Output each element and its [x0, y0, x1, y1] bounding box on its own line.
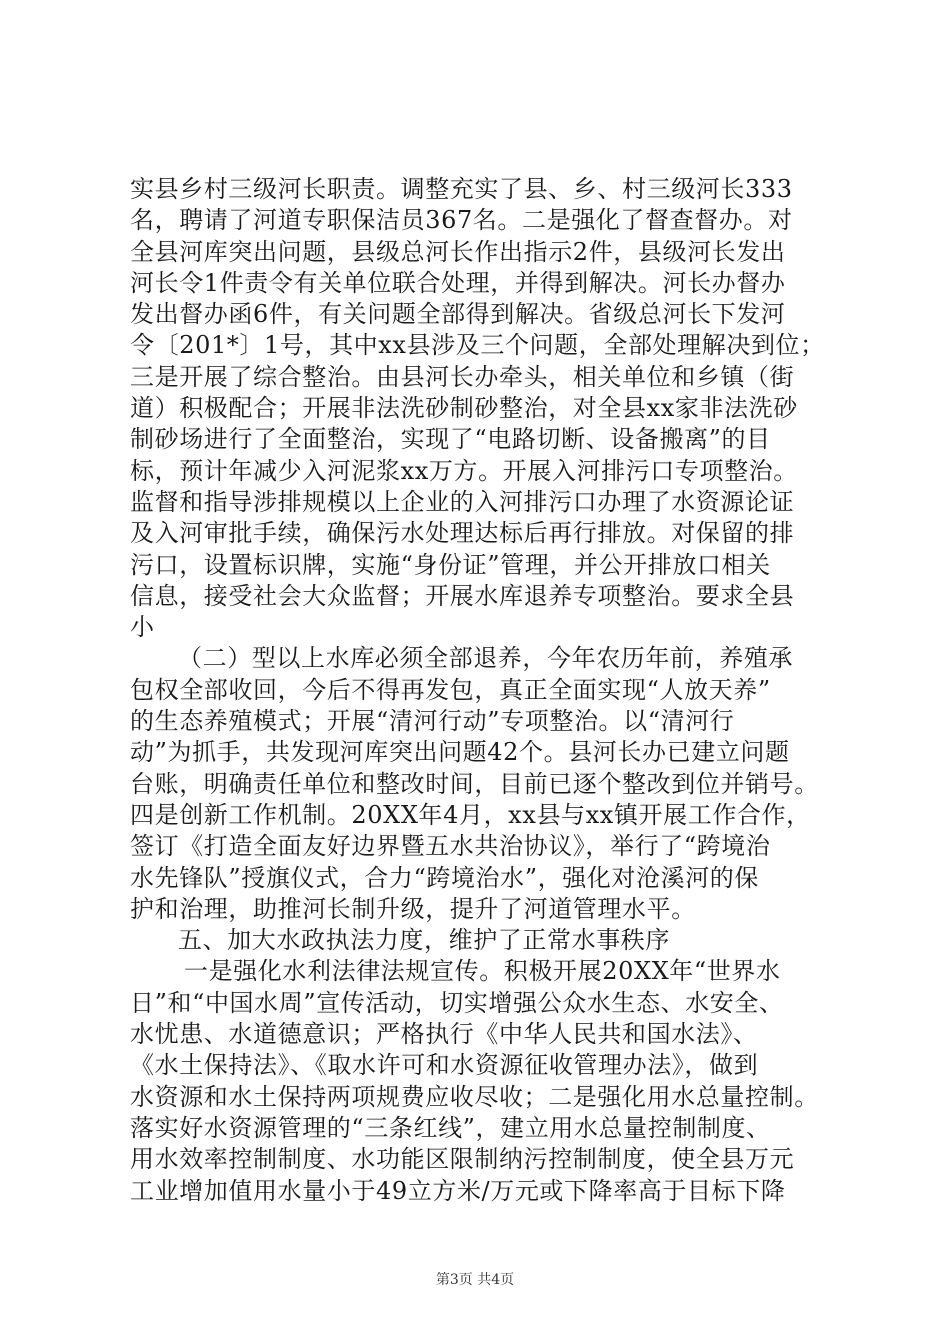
text-line: 名，聘请了河道专职保洁员367名。二是强化了督查督办。对 [130, 206, 793, 235]
text-line: 发出督办函6件，有关问题全部得到解决。省级总河长下发河 [130, 300, 786, 329]
text-line: 水资源和水土保持两项规费应收尽收；二是强化用水总量控制。 [130, 1082, 819, 1111]
text-line: 用水效率控制制度、水功能区限制纳污控制制度，使全县万元 [130, 1145, 795, 1174]
text-line: 三是开展了综合整治。由县河长办牵头，相关单位和乡镇（街 [130, 362, 795, 391]
text-line: 护和治理，助推河长制升级，提升了河道管理水平。 [130, 894, 696, 923]
text-line: 的生态养殖模式；开展“清河行动”专项整治。以“清河行 [130, 707, 735, 736]
text-line: 实县乡村三级河长职责。调整充实了县、乡、村三级河长333 [130, 175, 793, 203]
text-line: 台账，明确责任单位和整改时间，目前已逐个整改到位并销号。 [130, 769, 819, 798]
section-heading: 五、加大水政执法力度，维护了正常水事秩序 [178, 926, 670, 955]
page-footer [0, 1270, 950, 1290]
text-line: 水先锋队”授旗仪式，合力“跨境治水”，强化对沧溪河的保 [130, 863, 760, 892]
text-line: （二）型以上水库必须全部退养，今年农历年前，养殖承 [178, 644, 793, 673]
page-number: 第3页 共4页 [435, 1272, 515, 1288]
text-line: 标，预计年减少入河泥浆xx万方。开展入河排污口专项整治。 [130, 456, 798, 485]
text-line: 水忧患、水道德意识；严格执行《中华人民共和国水法》、 [130, 1020, 758, 1049]
text-line: 签订《打造全面友好边界暨五水共治协议》，举行了“跨境治 [130, 832, 771, 861]
text-line: 监督和指导涉排规模以上企业的入河排污口办理了水资源论证 [130, 487, 795, 516]
text-line: 全县河库突出问题，县级总河长作出指示2件，县级河长发出 [130, 237, 786, 266]
text-line: 小 [130, 613, 155, 642]
text-line: 动”为抓手，共发现河库突出问题42个。县河长办已建立问题 [130, 738, 790, 767]
text-line: 污口，设置标识牌，实施“身份证”管理，并公开排放口相关 [130, 550, 771, 579]
document-body [130, 174, 830, 1207]
text-line: 河长令1件责令有关单位联合处理，并得到解决。河长办督办 [130, 268, 786, 297]
text-line: 包权全部收回，今后不得再发包，真正全面实现“人放天养” [130, 675, 771, 704]
text-line: 四是创新工作机制。20XX年4月，xx县与xx镇开展工作合作， [130, 800, 811, 829]
text-line: 工业增加值用水量小于49立方米/万元或下降率高于目标下降 [130, 1176, 786, 1205]
text-line: 《水土保持法》、《取水许可和水资源征收管理办法》，做到 [130, 1051, 759, 1080]
text-line: 令〔201*〕1号，其中xx县涉及三个问题，全部处理解决到位； [130, 331, 825, 360]
text-line: 道）积极配合；开展非法洗砂制砂整治，对全县xx家非法洗砂 [130, 394, 798, 423]
text-line: 日”和“中国水周”宣传活动，切实增强公众水生态、水安全、 [130, 988, 784, 1017]
text-line: 及入河审批手续，确保污水处理达标后再行排放。对保留的排 [130, 519, 795, 548]
text-line: 制砂场进行了全面整治，实现了“电路切断、设备搬离”的目 [130, 425, 771, 454]
text-line: 落实好水资源管理的“三条红线”，建立用水总量控制制度、 [130, 1113, 771, 1142]
text-line: 信息，接受社会大众监督；开展水库退养专项整治。要求全县 [130, 581, 795, 610]
text-line: 一是强化水利法律法规宣传。积极开展20XX年“世界水 [184, 957, 781, 986]
